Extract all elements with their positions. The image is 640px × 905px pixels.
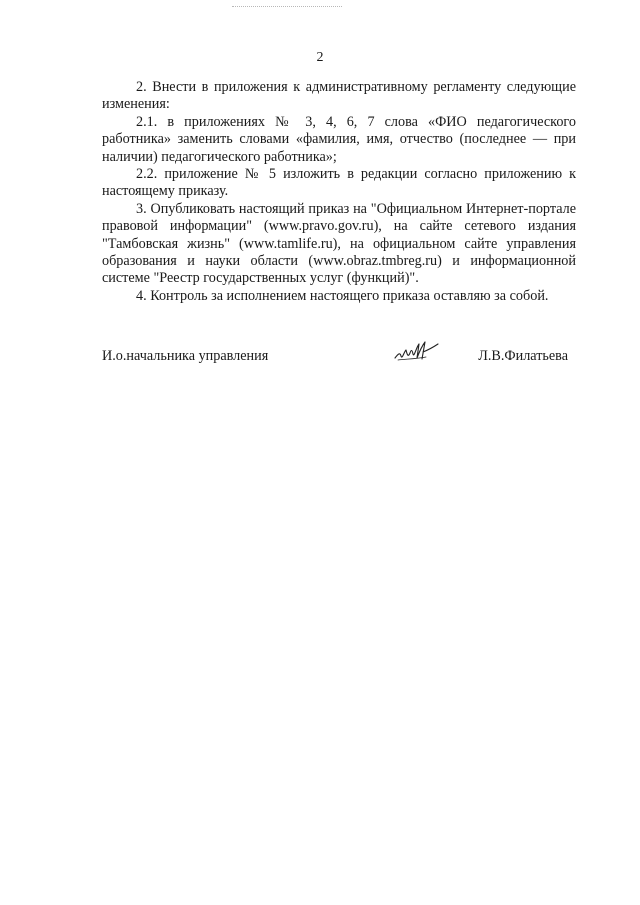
- paragraph-4: 4. Контроль за исполнением настоящего приказа оставляю за собой.: [136, 287, 549, 304]
- paragraph-2-1: 2.1. в приложениях № 3, 4, 6, 7 слова «ФИО педагогического работника» заменить словами «фамилия, имя, отчество (последнее — при наличии) педагогического работника»;: [102, 113, 576, 165]
- document-body: [102, 79, 576, 305]
- scan-edge-mark: [232, 6, 342, 7]
- paragraph-2-2: 2.2. приложение № 5 изложить в редакции согласно приложению к настоящему приказу.: [102, 166, 576, 200]
- paragraph-3: 3. Опубликовать настоящий приказ на "Официальном Интернет-портале правовой информации" (www.pravo.gov.ru), на сайте сетевого издания "Тамбовская жизнь" (www.tamlife.ru), на официальном сайте управления образования и науки области (www.obraz.tmbreg.ru) и информационной системе "Реестр государственных услуг (функций)".: [102, 200, 576, 287]
- signatory-name: Л.В.Филатьева: [478, 348, 568, 364]
- paragraph-2: 2. Внести в приложения к административному регламенту следующие изменения:: [102, 79, 576, 113]
- page-number: 2: [316, 50, 324, 65]
- handwritten-signature-icon: [392, 338, 442, 364]
- signatory-position: И.о.начальника управления: [102, 348, 269, 364]
- signature-block: [102, 338, 576, 368]
